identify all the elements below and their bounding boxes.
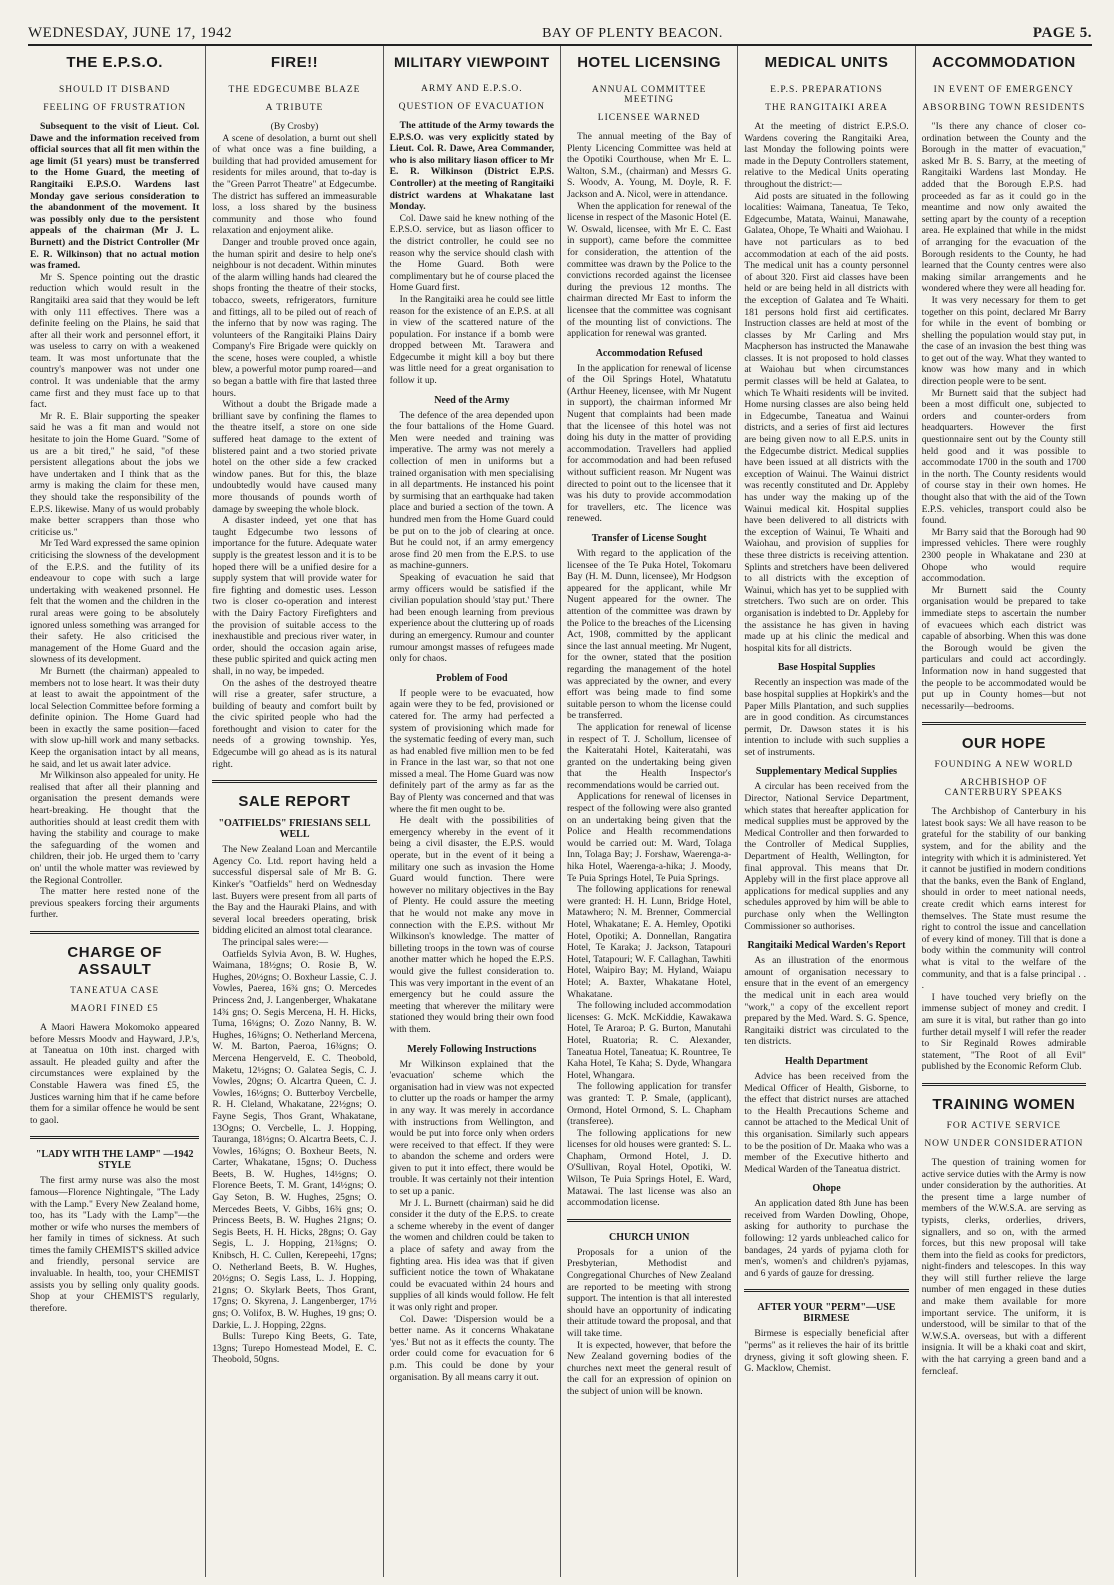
article-headline: FIRE!! [270, 54, 319, 71]
paragraph: In the application for renewal of license of the Oil Springs Hotel, Whatatutu (Arthur Heeney, licensee, with Mr Nugent in support), the chairman informed Mr Nugent that complaints had been made that the licensee of this hotel was not doing his duty in the matter of providing accommodation. Travellers had applied for accommodation and had been refused without sufficient reason. Mr Nugent was directed to point out to the licensee that it was his duty to provide accommodation for travellers, etc. The licence was renewed. [566, 362, 732, 525]
paragraph: When the application for renewal of the license in respect of the Masonic Hotel (E. W. Oswald, licensee, with Mr E. C. East in support), came before the committee for consideration, the attention of the committee was drawn by the Police to the convictions recorded against the licensee during the previous 12 months. The chairman directed Mr East to inform the licensee that the committee was cognisant of the mounting list of convictions. The application for renewal was granted. [566, 200, 732, 340]
paragraph: Proposals for a union of the Presbyterian, Methodist and Congregational Churches of New Zealand are reported to be meeting with strong support. The intention is that all interested should have an opportunity of indicating their attitude toward the proposal, and that will take time. [566, 1246, 732, 1339]
column-2 [205, 46, 382, 1577]
column-5 [737, 46, 914, 1577]
divider [30, 1136, 199, 1139]
paragraph: Bulls: Turepo King Beets, G. Tate, 13gns; Turepo Homestead Model, E. C. Theobold, 50gns. [212, 1331, 377, 1366]
subheadline: ARMY AND E.P.S.O. [421, 84, 523, 94]
paragraph: Mr S. Spence pointing out the drastic reduction which would result in the Rangitaiki area said that they would be left with only 111 effectives. There was a definite feeling on the Plains, he said that after all their work and personnel effort, it was useless to carry on with a weakened team. It was most unfortunate that the country's manpower was not under one control. It was undeniable that the army came first and they must face up to that fact. [30, 271, 200, 411]
subheadline: LICENSEE WARNED [597, 113, 701, 123]
subheadline: ABSORBING TOWN RESIDENTS [922, 103, 1086, 113]
paragraph: It was very necessary for them to get together on this point, declared Mr Barry for while in the event of bombing or shelling the population would stay put, in the case of an invasion the best thing was to get out of the way. What they wanted to know was how many and in which direction people were to be sent. [921, 294, 1086, 388]
section-subhead: Health Department [784, 1055, 869, 1067]
section-subhead: Merely Following Instructions [407, 1043, 537, 1055]
paragraph: Col. Dawe: 'Dispersion would be a better name. As it concerns Whakatane 'yes.' But not as it effects the county. The order could come for evacuation for 6 p.m. This could be done by your organisation. By all means carry it out. [389, 1313, 554, 1383]
subheadline: FOUNDING A NEW WORLD [934, 760, 1074, 771]
paragraph: The annual meeting of the Bay of Plenty Licencing Committee was held at the Opotiki Courthouse, when Mr E. L. Walton, S.M., (chairman) and Messrs G. S. Woodv, A. Young, M. Doyle, R. F. Jackson and A. Nicol, were in attendance. [566, 131, 732, 200]
paragraph: In the Rangitaiki area he could see little reason for the existence of an E.P.S. at all in view of the scattered nature of the population. For instance if a bomb were dropped between Mt. Tarawera and Edgecumbe it might kill a boy but there was little need for a great organisation to follow it up. [389, 293, 554, 387]
subheadline: NOW UNDER CONSIDERATION [924, 1138, 1084, 1149]
paragraph: Danger and trouble proved once again, the human spirit and desire to help one's neighbour is not decadent. Within minutes of the alarm willing hands had cleared the shops fronting the theatre of their stocks, tobacco, sweets, refrigerators, furniture and fittings, all to be piled out of reach of the inferno that by now was raging. The volunteers of the Rangitaiki Plains Dairy Company's Fire Brigade were quickly on the scene, hoses were coupled, a whistle blew, a powerful motor pump roared—and so began a battle with fire that lasted three hours. [212, 236, 377, 399]
masthead [28, 20, 1092, 46]
section-subhead: Problem of Food [436, 672, 508, 684]
paragraph: Aid posts are situated in the following localities: Waimana, Taneatua, Te Teko, Edgecumbe, Matata, Wainui, Manawahe, Galatea, Ohope, Te Whaiti and Waiohau. I have not particulars as to bed accommodation at each of the aid posts. The medical unit has a county personnel of about 320. First aid classes have been held or are being held in all districts with the exception of Galatea and Te Whaiti. 181 persons hold first aid certificates. Instruction classes are held at most of the classes by Mr Carling and Mrs Macpherson has instructed the Manawahe classes. It is not proposed to hold classes at Waiohau but when circumstances permit classes will be held at Galatea, to which Te Whaiti residents will be invited. Home nursing classes are also being held in Edgecumbe, Taneatua and Wainui districts, and a series of first aid lectures are being given now to all E.P.S. units in the Edgecumbe district. Medical supplies have been issued at all districts with the exception of Wainui. The Wainui district was recently constituted and Dr. Appleby has under way the making up of the Wainui medical kit. Hospital supplies have been delivered to all districts with the exception of Wainui, Te Whaiti and Waiohau, and provision of supplies for these three districts is receiving attention. Splints and stretchers have been delivered to all districts with the exception of Wainui, which has yet to be supplied with stretchers. Two such are on order. This organisation is indebted to Dr. Appleby for the assistance he has given in having made up at his clinic the medical and hospital kits for all districts. [744, 190, 909, 654]
article-headline: HOTEL LICENSING [577, 54, 722, 71]
paragraph: Mr Wilkinson also appealed for unity. He realised that after all their planning and organisation the present demands were heart-breaking. He thought that the authorities should at least credit them with having the stability and courage to make the safeguarding of the women and children, their job. He urged them to 'carry on' until the whole matter was reviewed by the Regional Controller. [30, 770, 200, 886]
columns [28, 46, 1092, 1577]
article-headline: "LADY WITH THE LAMP" —1942 STYLE [35, 1149, 194, 1172]
page-number: PAGE 5. [1032, 25, 1092, 41]
paragraph: As an illustration of the enormous amount of organisation necessary to ensure that in the event of an emergency the medical unit in each area would "work," a copy of the excellent report prepared by the Med. Ward. S. G. Spence, Rangitaiki district was circulated to the ten districts. [744, 955, 909, 1048]
paragraph: Recently an inspection was made of the base hospital supplies at Hopkirk's and the Paper Mills Plantation, and such supplies are in good condition. As circumstances permit, Dr. Dawson states it is his intention to include with such supplies a set of instruments. [744, 677, 909, 758]
paragraph: Mr Barry said that the Borough had 90 impressed vehicles. There were roughly 2300 people in Whakatane and 230 at Ohope who would require accommodation. [921, 526, 1086, 585]
subheadline: QUESTION OF EVACUATION [398, 102, 546, 112]
paragraph: Advice has been received from the Medical Officer of Health, Gisborne, to the effect that district nurses are attached to the Health Precautions Scheme and cannot be attached to the Medical Unit of this organisation. Similarly such appears to be the position of Dr. Maaka who was a member of the Executive hitherto and Medical Warden of the Taneatua district. [744, 1070, 909, 1175]
article-headline: AFTER YOUR "PERM"—USE BIRMESE [757, 1302, 896, 1325]
article-headline: SALE REPORT [238, 793, 351, 811]
section-subhead: Base Hospital Supplies [777, 662, 876, 674]
paragraph: On the ashes of the destroyed theatre will rise a greater, safer structure, a building of beauty and comfort built by the civic spirited people who had the forethought and vision to cater for the needs of a growing township. Yes, Edgecumbe will go ahead as is its natural right. [212, 677, 377, 770]
paragraph: Applications for renewal of licenses in respect of the following were also granted on an undertaking being given that the Police and Health recommendations would be carried out: M. Ward, Tolaga Inn, Tolaga Bay; J. Forshaw, Waerenga-a-hika Hotel, Waerenga-a-hika; J. Moody, Te Puia Springs Hotel, Te Puia Springs. [566, 791, 732, 884]
paragraph: The New Zealand Loan and Mercantile Agency Co. Ltd. report having held a successful dispersal sale of Mr B. G. Kinker's "Oatfields" herd on Wednesday last. Buyers were present from all parts of the Bay and the Hauraki Plains, and with several local breeders operating, brisk bidding elicited an almost total clearance. [212, 844, 377, 937]
column-1 [28, 46, 205, 1577]
paragraph: Birmese is especially beneficial after "perms" as it relieves the hair of its brittle dryness, giving it soft glowing sheen. F. G. Macklow, Chemist. [744, 1328, 909, 1375]
column-3 [383, 46, 560, 1577]
paragraph: Mr Burnett said that the subject had been a most difficult one, subjected to orders and counter-orders from headquarters. However the first questionnaire sent out by the County still held good and it was possible to accommodate 1700 in the south and 1700 in the north. The County residents would of course stay in their own homes. He thought also that with the aid of the Town E.P.S. vehicles, transport could also be found. [921, 387, 1086, 527]
subheadline: MAORI FINED £5 [70, 1003, 159, 1014]
subheadline: THE EDGECUMBE BLAZE [228, 85, 361, 95]
paragraph: Mr R. E. Blair supporting the speaker said he was a fit man and would not hesitate to join the Home Guard. "Some of us are a bit tired," he said, "of these persistent allegations about the jobs we have undertaken and I think that as the army is making the claim for these men, they should take the responsibility of the E.P.S. likewise. Many of us would probably make better scrappers than those who criticise us." [30, 410, 200, 538]
section-subhead: Transfer of License Sought [591, 533, 707, 544]
paragraph: Mr Burnett (the chairman) appealed to members not to lose heart. It was their duty at least to await the appointment of the local Selection Committee before forming a definite opinion. The Home Guard had been in exactly the same position—faced with slow up-hill work and many setbacks. Keep the organisation intact by all means, he said, and let us await later advice. [30, 665, 200, 770]
paragraph: Mr Ted Ward expressed the same opinion criticising the slowness of the development of the E.P.S. and the futility of its endeavour to cope with such a large undertaking with weakened prsonnel. He felt that the women and the children in the rural areas were going to be absolutely ignored unless something was arranged for their safety. He also criticised the management of the Home Guard and the slowness of its development. [30, 538, 200, 666]
paragraph: The matter here rested none of the previous speakers forcing their arguments further. [30, 886, 200, 921]
paragraph: A disaster indeed, yet one that has taught Edgecumbe two lessons of importance for the future. Adequate water supply is the greatest lesson and it is to be hoped there will be a unified desire for a supply system that will provide water for fire fighting and domestic uses. Lesson two is closer co-operation and interest with the Dairy Factory Firefighters and the provision of suitable access to the inexhaustible and precious river water, in order, should the occasion again arise, these public spirited and quick acting men shall, in no way, be impeded. [212, 515, 377, 677]
paragraph: If people were to be evacuated, how again were they to be fed, provisioned or catered for. The army had perfected a system of provisioning which made for the systematic feeding of every man, such as had enabled five million men to be fed in France in the last war, so that not one missed a meal. The Home Guard was now definitely part of the army as far as the Bay of Plenty was concerned and that was where the fit men ought to be. [389, 687, 554, 815]
paragraph: The Archbishop of Canterbury in his latest book says: We all have reason to be grateful for the stability of our banking system, and for the ability and the integrity with which it is administered. Yet it cannot be justified in modern conditions that the banks, even the Bank of England, should in order to meet national needs, create credit which earns interest for themselves. The State must resume the right to control the issue and cancellation of every kind of money. Till that is done a body within the community will control what is vital to the welfare of the community, and that is a false principal . . . [921, 806, 1086, 992]
paragraph: Subsequent to the visit of Lieut. Col. Dawe and the information received from official sources that all fit men within the age limit (51 years) must be transferred to the Home Guard, the meeting of Rangitaiki E.P.S.O. Wardens last Monday gave serious consideration to the abandonment of the movement. It was possibly only due to the persistent appeals of the chairman (Mr J. L. Burnett) and the District Controller (Mr E. R. Wilkinson) that no actual motion was framed. [30, 121, 200, 272]
paragraph: At the meeting of district E.P.S.O. Wardens covering the Rangitaiki Area, last Monday the following points were made in the Deputy Controllers statement, relative to the Medical Units operating throughout the district:— [744, 121, 909, 190]
paragraph: Mr J. L. Burnett (chairman) said he did consider it the duty of the E.P.S. to create a scheme whereby in the event of danger the women and children could be taken to a place of safety and away from the fighting area. His idea was that if given sufficient notice the town of Whakatane could be evacuated within 24 hours and supplies of all kinds would follow. He felt it was only right and proper. [389, 1197, 554, 1313]
paragraph: Without a doubt the Brigade made a brilliant save by confining the flames to the theatre itself, a store on one side suffered heat damage to the extent of blistered paint and a two storied private hotel on the other side a few cracked window panes. But for this, the blaze undoubtedly would have caused many more thousands of pounds worth of damage by sweeping the whole block. [212, 399, 377, 515]
paragraph: A Maori Hawera Mokomoko appeared before Messrs Moodv and Hayward, J.P.'s, at Taneatua on 10th inst. charged with assault. He pleaded guilty and after the circumstances were explained by the Constable Hawera was fined £5, the Justices warning him that if he came before them for a similar offence he would be sent to gaol. [30, 1021, 200, 1126]
section-subhead: Need of the Army [434, 394, 510, 406]
subheadline: ARCHBISHOP OF CANTERBURY SPEAKS [944, 778, 1063, 799]
subheadline: TANEATUA CASE [70, 985, 160, 996]
paragraph: The application for renewal of license in respect of T. J. Schollum, licensee of the Kaiteratahi Hotel, Kaiteratahi, was granted on the undertaking being given that the Health Inspector's recommendations would be carried out. [566, 721, 732, 791]
subheadline: FOR ACTIVE SERVICE [946, 1120, 1061, 1131]
paragraph: Col. Dawe said he knew nothing of the E.P.S.O. service, but as liason officer to the district controller, he could see no reason why the service should clash with the Home Guard. Both were complimentary but he of course placed the Home Guard first. [389, 212, 554, 294]
divider [30, 931, 199, 934]
article-headline: OUR HOPE [961, 735, 1046, 753]
paragraph: The following applications for new licenses for old houses were granted: S. L. Chapham, Ormond Hotel, J. D. O'Sullivan, Royal Hotel, Opotiki, W. Wilson, Te Puia Springs Hotel, E. Ward, Matawai. The last license was also an accommodation license. [566, 1127, 732, 1209]
paragraph: The attitude of the Army towards the E.P.S.O. was very explicitly stated by Lieut. Col. R. Dawe, Area Commander, who is also military liason officer to Mr E. R. Wilkinson (District E.P.S. Controller) at the meeting of Rangitaiki district wardens at Whakatane last Monday. [389, 120, 554, 213]
subheadline: A TRIBUTE [265, 103, 324, 113]
paragraph: With regard to the application of the licensee of the Te Puka Hotel, Tokomaru Bay (H. M. Dunn, licensee), Mr Hodgson appeared for the applicant, while Mr Nugent appeared for the owner. The attention of the committee was drawn by the Police to the breaches of the Licensing Act, 1908, committed by the applicant since the last annual meeting. Mr Nugent, for the owner, stated that the position regarding the management of the hotel was appreciated by the owner, and every effort was being made to find some suitable person to whom the license could be transferred. [566, 548, 732, 722]
subheadline: SHOULD IT DISBAND [59, 85, 171, 95]
issue-date: WEDNESDAY, JUNE 17, 1942 [28, 25, 233, 41]
paper-name: BAY OF PLENTY BEACON. [542, 26, 723, 41]
paragraph: The first army nurse was also the most famous—Florence Nightingale, "The Lady with the Lamp." Every New Zealand home, too, has its "Lady with the Lamp"—the mother or wife who nurses the members of her family in times of sickness. At such times the family CHEMIST'S skilled advice and friendly, personal service are invaluable. In health, too, your CHEMIST assists you by selling only quality goods. Shop at your CHEMIST'S regularly, therefore. [30, 1175, 200, 1314]
section-subhead: Accommodation Refused [595, 347, 703, 359]
paragraph: The following applications for renewal were granted: H. H. Lunn, Bridge Hotel, Matawhero; N. M. Brenner, Commercial Hotel, Whakatane; E. A. Hemley, Opotiki Hotel, Opotiki; A. Donnellan, Rangatira Hotel, Te Karaka; J. Jackson, Tatapouri Hotel, Tatapouri; W. F. Callaghan, Tawhiti Hotel, Waipiro Bay; M. Hyland, Waiapu Hotel; A. Baxter, Whakatane Hotel, Whakatane. [566, 884, 732, 1000]
paragraph: A scene of desolation, a burnt out shell of what once was a fine building, a building that had provided amusement for residents for miles around, that to-day is the "Green Parrot Theatre" at Edgecumbe. The district has suffered an immeasurable loss, a loss shared by the business community and those who found relaxation and enjoyment alike. [212, 132, 377, 237]
divider [744, 1289, 908, 1292]
paragraph: The principal sales were:— [222, 937, 329, 948]
divider [922, 1083, 1086, 1086]
paragraph: "Is there any chance of closer co-ordination between the County and the Borough in the matter of evacuation," asked Mr B. S. Barry, at the meeting of Rangitaiki Wardens last Monday. He added that the Borough E.P.S. had proceeded as far as it could go in the meantime and now only awaited the setting apart by the county of a reception area. He explained that while in the midst of arranging for the evacuation of the Borough residents to the County, he had learned that the County centres were also making similar arrangements and he wondered where they were all heading for. [921, 121, 1086, 295]
section-subhead: Ohope [812, 1183, 841, 1195]
column-6 [915, 46, 1092, 1577]
paragraph: Mr Burnett said the County organisation would be prepared to take immediate steps to ascertain the number of evacuees which each district was capable of absorbing. When this was done the Borough would be given the particulars and could act accordingly. Information now in hand suggested that the people to be accommodated would be put up in County homes—but not necessarily—bedrooms. [921, 584, 1086, 712]
divider [922, 722, 1086, 725]
paragraph: I have touched very briefly on the immense subject of money and credit. I am sure it is vital, but rather than go into further detail myself I will refer the reader to Sir Reginald Rowes admirable statement, "The Root of all Evil" published by the Economic Reform Club. [921, 991, 1086, 1073]
subheadline: ANNUAL COMMITTEE MEETING [591, 85, 707, 105]
paragraph: The question of training women for active service duties with the Army is now under consideration by the authorities. At the present time a large number of members of the W.W.S.A. are serving as typists, clerks, orderlies, drivers, signallers, and so on, with the armed forces, but this new proposal will take them into the field as cooks for predictors, night-finders and telescopes. In this way they will still further relieve the large number of men engaged in these duties and make them available for more important service. The uniform, it is understood, will be similar to that of the W.W.S.A. overseas, but with a different insignia. It will be a khaki coat and skirt, with the hat carrying a green band and a ferncleaf. [921, 1156, 1086, 1377]
article-headline: THE E.P.S.O. [66, 54, 163, 71]
subheadline: E.P.S. PREPARATIONS [770, 85, 883, 95]
paragraph: An application dated 8th June has been received from Warden Dowling, Ohope, asking for authority to purchase the following: 12 yards unbleached calico for bandages, 24 yards of pyjama cloth for men's, women's and children's pyjamas, and 6 yards of gauze for dressing. [744, 1198, 909, 1279]
paragraph: Mr Wilkinson explained that the 'evacuation' scheme which the organisation had in view was not expected to clutter up the roads or hamper the army in any way. It was merely in accordance with instructions from Wellington, and would be put into force only when orders were received to that effect. If they were to abandon the scheme and orders were given to put it into effect, there would be trouble. It was certainly not their intention to set up a panic. [389, 1058, 554, 1198]
article-headline: MEDICAL UNITS [764, 54, 889, 71]
article-headline: CHARGE OF ASSAULT [67, 943, 162, 978]
paragraph: The following application for transfer was granted: T. P. Smale, (applicant), Ormond, Hotel Ormond, S. L. Chapham (transferee). [566, 1081, 732, 1128]
paragraph: Oatfields Sylvia Avon, B. W. Hughes, Waimana, 18½gns; O. Rosie B, W. Hughes, 20½gns; O. Boxheur Lassie, C. J. Vowles, Paerea, 16¾ gns; O. Mercedes Princess 2nd, J. Langenberger, Whakatane 14¾ gns; O. Segis Mercena, H. H. Hicks, Tuma, 16¼gns; O. Zozo Nanny, B. W. Hughes, 16¾gns; O. Netherland Mercena, W. M. Barton, Paeroa, 16¾gns; O. Mercena Hengerveld, E. C. Theobold, Maketu, 12½gns; O. Galatea Segis, C. J. Vowles, 20gns; O. Alcartra Queen, C. J. Vowles, 16½gns; O. Butterboy Vercbelle, R. H. Cleland, Whakatane, 22½gns; O. Fayne Segis, Thos Grant, Whakatane, 13Ogns; O. Vercbelle, L. J. Hopping, Tauranga, 18½gns; O. Alcartra Beets, C. J. Vowles, 16¾gns; O. Boxheur Beets, N. Carter, Whakatane, 15gns; O. Duchess Beets, B. W. Hughes, 14½gns; O. Florence Beets, T. M. Grant, 14½gns; O. Gay Seton, B. W. Hughes, 25gns; O. Mercedes Beets, V. Gibbs, 16¾ gns; O. Princess Beets, B. W. Hughes 21gns; O. Segis Beets, H. H. Hicks, 28gns; O. Gay Segis, L. J. Hopping, 21¾gns; O. Knibsch, H. C. Cullen, Kerepeehi, 17gns; O. Netherland Beets, B. W. Hughes, 20½gns; O. Segis Lass, L. J. Hopping, 21gns; O. Skylark Beets, Thos Grant, 17gns; O. Skyrena, J. Langenberger, 17½ gns; O. Volifox, B. W. Hughes, 19 gns; O. Darkie, L. J. Hopping, 22gns. [212, 948, 377, 1331]
section-subhead: Supplementary Medical Supplies [755, 766, 898, 778]
divider [567, 1219, 731, 1222]
column-4 [560, 46, 737, 1577]
divider [212, 780, 376, 783]
article-headline: TRAINING WOMEN [932, 1095, 1076, 1113]
subheadline: THE RANGITAIKI AREA [765, 103, 888, 113]
paragraph: It is expected, however, that before the New Zealand governing bodies of the churches next meet the general result of the call for an expression of opinion on the subject of union will be known. [566, 1339, 732, 1397]
article-headline: CHURCH UNION [609, 1231, 690, 1243]
subheadline: FEELING OF FRUSTRATION [43, 103, 187, 113]
paragraph: The defence of the area depended upon the four battalions of the Home Guard. Men were needed and training was imperative. The army was not merely a collection of men in uniforms but a trained organisation with men specialising in all departments. He instanced his point by surmising that an earthquake had taken place and buried a section of the town. A hundred men from the Home Guard could be put on to the job of clearing at once. But he could not, if an army emergency arose find 20 men from the E.P.S. to use as machine-gunners. [389, 409, 554, 572]
section-subhead: Rangitaiki Medical Warden's Report [747, 940, 906, 952]
subheadline: "OATFIELDS" FRIESIANS SELL WELL [218, 818, 371, 841]
article-headline: ACCOMMODATION [931, 54, 1076, 71]
subheadline: IN EVENT OF EMERGENCY [933, 85, 1074, 95]
article-headline: MILITARY VIEWPOINT [393, 54, 550, 70]
paragraph: The following included accommodation licenses: G. McK. McKiddie, Kawakawa Hotel, Te Araroa; P. G. Burton, Manutahi Hotel, Ruatoria; R. C. Alexander, Taneatua Hotel, Taneatua; K. Rountree, Te Kaha Hotel, Te Kaha; S. Dyde, Whangara Hotel, Whangara. [566, 1000, 732, 1081]
paragraph: A circular has been received from the Director, National Service Department, which states that hereafter application for medical supplies must be approved by the Medical Controller and then forwarded to the Controller of Medical Supplies, Department of Health, Wellington, for final approval. This means that Dr. Appleby will in the first place approve all applications for medical supplies and any schedules approved by him will be able to purchase only when the Wellington Commissioner so authorises. [744, 781, 909, 932]
byline: (By Crosby) [270, 121, 319, 132]
paragraph: He dealt with the possibilities of emergency whereby in the event of it being a civil disaster, the E.P.S. would operate, but in the event of it being a military one such as invasion the Home Guard would function. There were however no military objectives in the Bay of Plenty. He could assure the meeting that he would not make any move in connection with the E.P.S. without Mr Wilkinson's knowledge. The matter of billeting troops in the town was of course another matter which he hoped the E.P.S. would give the fullest consideration to. This was very important in the event of an emergency but he could assure the meeting that wherever the military were stationed they would bring their own food with them. [389, 815, 554, 1035]
paragraph: Speaking of evacuation he said that army officers would be satisfied if the civilian population should 'stay put.' There had been enough learning from previous experience about the cluttering up of roads during an emergency. Rumour and counter rumour amongst masses of refugees made only for chaos. [389, 571, 554, 665]
